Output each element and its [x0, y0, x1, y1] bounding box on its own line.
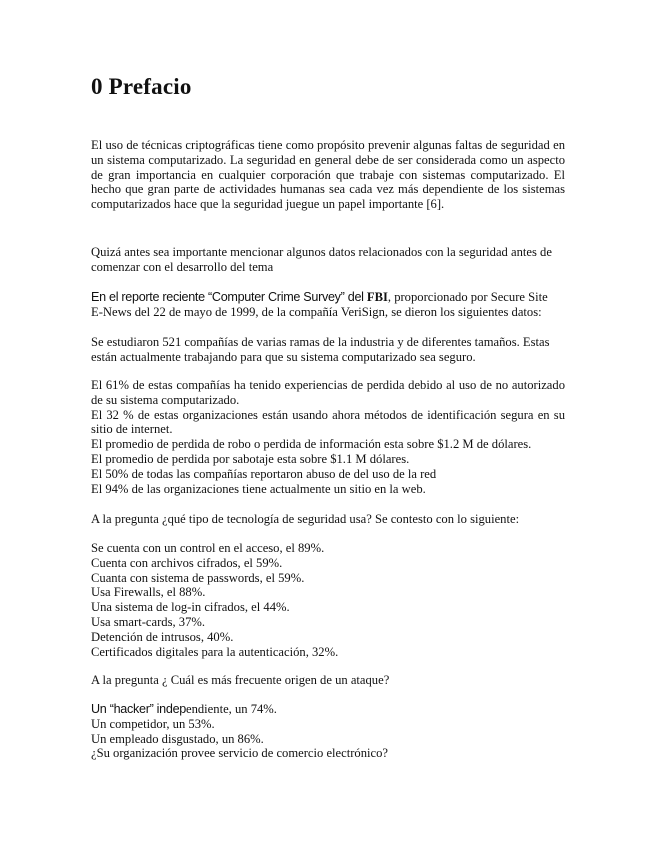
technology-item: Se cuenta con un control en el acceso, el 89%. [91, 541, 325, 555]
study-paragraph: Se estudiaron 521 compañías de varias ramas de la industria y de diferentes tamaños. Estas están actualmente trabajando para que su sistema computarizado sea seguro. [91, 335, 550, 364]
technology-item: Detención de intrusos, 40%. [91, 629, 234, 644]
technology-list [91, 541, 565, 659]
technology-item: Usa smart-cards, 37%. [91, 614, 206, 629]
survey-prefix: En el reporte reciente [91, 290, 209, 304]
survey-source-line2: E-News del 22 de mayo de 1999, de la compañía VeriSign, se dieron los siguientes datos: [91, 304, 542, 319]
technology-item: Cuenta con archivos cifrados, el 59%. [91, 555, 283, 570]
origin-item: Un competidor, un 53%. [91, 716, 215, 731]
hacker-origin-start: Un “hacker” indep [91, 702, 186, 716]
hacker-origin-rest: endiente, un 74%. [186, 702, 277, 716]
technology-item: Certificados digitales para la autenticación, 32%. [91, 644, 339, 659]
stat-item: El 61% de estas compañías ha tenido experiencias de perdida debido al uso de no autorizado de su sistema computarizado. [91, 378, 565, 407]
stat-item: El 50% de todas las compañías reportaron abuso de del uso de la red [91, 466, 437, 481]
survey-source-paragraph [91, 290, 565, 320]
stat-item: El 94% de las organizaciones tiene actualmente un sitio en la web. [91, 481, 426, 496]
technology-item: Una sistema de log-in cifrados, el 44%. [91, 600, 290, 615]
intro-paragraph: El uso de técnicas criptográficas tiene como propósito prevenir algunas faltas de seguridad en un sistema computarizado. La seguridad en general debe de ser considerada como un aspecto de gran importancia en cualquier corporación que trabaje con sistemas computarizado. El hecho que gran parte de actividades humanas sea cada vez más dependiente de los sistemas computarizados hace que la seguridad juegue un papel importante [6]. [91, 138, 565, 212]
survey-name: “Computer Crime Survey” del [208, 290, 367, 304]
attack-origin-question: A la pregunta ¿ Cuál es más frecuente origen de un ataque? [91, 673, 390, 687]
ecommerce-question: ¿Su organización provee servicio de comercio electrónico? [91, 746, 388, 761]
technology-question: A la pregunta ¿qué tipo de tecnología de seguridad usa? Se contesto con lo siguiente: [91, 512, 520, 526]
stat-item: El promedio de perdida por sabotaje esta sobre $1.1 M dólares. [91, 451, 410, 466]
technology-item: Cuanta con sistema de passwords, el 59%. [91, 570, 305, 585]
stats-list [91, 378, 565, 496]
technology-item: Usa Firewalls, el 88%. [91, 585, 206, 600]
survey-source-rest: , proporcionado por Secure Site [387, 290, 548, 304]
stat-item: El 32 % de estas organizaciones están usando ahora métodos de identificación segura en su sitio de internet. [91, 407, 565, 437]
stat-item: El promedio de perdida de robo o perdida de información esta sobre $1.2 M de dólares. [91, 437, 532, 452]
attack-origin-list [91, 702, 565, 761]
page-title: 0 Prefacio [91, 74, 192, 99]
context-paragraph: Quizá antes sea importante mencionar algunos datos relacionados con la seguridad antes de comenzar con el desarrollo del tema [91, 245, 552, 274]
origin-item: Un empleado disgustado, un 86%. [91, 731, 264, 746]
fbi-label: FBI [366, 290, 388, 304]
